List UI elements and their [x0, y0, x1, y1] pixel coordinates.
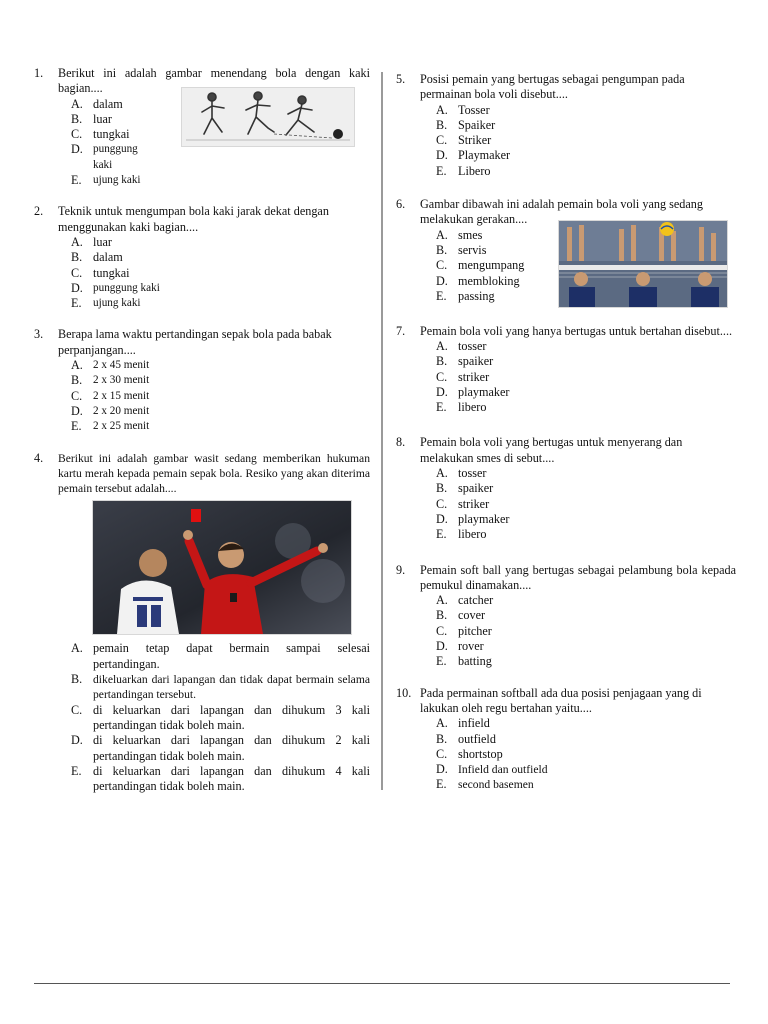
- option-list: [71, 641, 370, 794]
- question-text: Pada permainan softball ada dua posisi penjagaan yang di lakukan oleh regu bertahan yaitu....: [420, 685, 702, 715]
- question-5: [396, 72, 736, 179]
- option-b[interactable]: B. spaiker: [436, 481, 494, 496]
- option-a[interactable]: A. tosser: [436, 466, 487, 481]
- question-number: 8.: [396, 435, 406, 450]
- question-number: 3.: [34, 327, 44, 342]
- question-text: Gambar dibawah ini adalah pemain bola voli yang sedang melakukan gerakan....: [420, 197, 703, 227]
- right-column: [396, 72, 736, 809]
- footer-rule: [34, 983, 730, 984]
- question-text: Berapa lama waktu pertandingan sepak bola pada babak perpanjangan....: [58, 327, 332, 357]
- referee-red-card-photo: [92, 500, 352, 635]
- option-a[interactable]: A. catcher: [436, 593, 494, 608]
- option-c[interactable]: C. di keluarkan dari lapangan dan dihukum 3 kali pertandingan tidak boleh main.: [71, 702, 370, 732]
- option-d[interactable]: D. playmaker: [436, 384, 510, 399]
- question-number: 10.: [396, 685, 412, 700]
- option-list: [71, 358, 370, 434]
- option-e[interactable]: E. ujung kaki: [71, 173, 141, 188]
- option-e[interactable]: E. batting: [436, 654, 492, 669]
- left-column: [34, 66, 370, 810]
- option-b[interactable]: B. servis: [436, 242, 487, 257]
- question-1: [34, 66, 370, 188]
- option-b[interactable]: B. Spaiker: [436, 117, 496, 132]
- question-number: 1.: [34, 66, 44, 80]
- question-9: [396, 563, 736, 670]
- question-number: 2.: [34, 204, 44, 219]
- option-b[interactable]: B. dikeluarkan dari lapangan dan tidak dapat bermain selama pertandingan tersebut.: [71, 672, 370, 702]
- volleyball-block-photo: [558, 220, 728, 308]
- option-list: [436, 228, 532, 304]
- option-e[interactable]: E. ujung kaki: [71, 296, 141, 311]
- option-e[interactable]: E. libero: [436, 400, 487, 415]
- option-e[interactable]: E. 2 x 25 menit: [71, 419, 150, 434]
- question-8: [396, 435, 736, 542]
- option-c[interactable]: C. tungkai: [71, 265, 130, 280]
- question-text: Pemain bola voli yang hanya bertugas untuk bertahan disebut....: [420, 323, 733, 338]
- option-list: [436, 716, 736, 792]
- option-d[interactable]: D. punggung kaki: [71, 142, 138, 171]
- option-list: [436, 593, 736, 669]
- option-b[interactable]: B. 2 x 30 menit: [71, 373, 150, 388]
- option-b[interactable]: B. cover: [436, 608, 486, 623]
- option-a[interactable]: A. Tosser: [436, 102, 490, 117]
- option-list: [436, 339, 736, 415]
- question-10: [396, 686, 736, 793]
- option-c[interactable]: C. mengumpang: [436, 258, 525, 273]
- question-number: 9.: [396, 562, 406, 577]
- option-c[interactable]: C. tungkai: [71, 127, 130, 142]
- option-a[interactable]: A. tosser: [436, 338, 487, 353]
- question-text: Pemain soft ball yang bertugas sebagai pelambung bola kepada pemukul dinamakan....: [420, 562, 736, 592]
- option-e[interactable]: E. di keluarkan dari lapangan dan dihukum 4 kali pertandingan tidak boleh main.: [71, 763, 370, 794]
- option-d[interactable]: D. 2 x 20 menit: [71, 403, 150, 418]
- question-7: [396, 324, 736, 416]
- question-text: Berikut ini adalah gambar wasit sedang memberikan hukuman kartu merah kepada pemain sepak bola. Resiko yang akan diterima pemain tersebut adalah....: [58, 451, 370, 496]
- option-d[interactable]: D. playmaker: [436, 511, 510, 526]
- question-text: Berikut ini adalah gambar menendang bola dengan kaki bagian....: [58, 66, 370, 96]
- option-b[interactable]: B. outfield: [436, 731, 496, 746]
- option-list: [436, 103, 736, 179]
- option-d[interactable]: D. di keluarkan dari lapangan dan dihukum 2 kali pertandingan tidak boleh main.: [71, 733, 370, 763]
- option-a[interactable]: A. smes: [436, 227, 483, 242]
- option-b[interactable]: B. dalam: [71, 250, 123, 265]
- option-a[interactable]: A. luar: [71, 234, 112, 249]
- option-list: [71, 97, 159, 189]
- option-d[interactable]: D. rover: [436, 639, 484, 654]
- option-c[interactable]: C. pitcher: [436, 623, 492, 638]
- option-e[interactable]: E. passing: [436, 288, 495, 303]
- option-a[interactable]: A. infield: [436, 716, 490, 731]
- option-a[interactable]: A. dalam: [71, 96, 123, 111]
- question-2: [34, 204, 370, 311]
- option-d[interactable]: D. punggung kaki: [71, 280, 160, 295]
- option-c[interactable]: C. Striker: [436, 133, 492, 148]
- kicking-sequence-illustration: [181, 87, 355, 147]
- option-e[interactable]: E. libero: [436, 527, 487, 542]
- question-6: [396, 197, 736, 308]
- option-e[interactable]: E. Libero: [436, 163, 491, 178]
- option-c[interactable]: C. 2 x 15 menit: [71, 388, 150, 403]
- option-d[interactable]: D. Playmaker: [436, 148, 511, 163]
- option-c[interactable]: C. striker: [436, 496, 490, 511]
- option-list: [71, 235, 370, 311]
- option-c[interactable]: C. striker: [436, 369, 490, 384]
- option-list: [436, 466, 736, 542]
- option-c[interactable]: C. shortstop: [436, 746, 503, 761]
- question-4: [34, 451, 370, 795]
- option-b[interactable]: B. luar: [71, 111, 112, 126]
- question-number: 7.: [396, 323, 406, 338]
- option-b[interactable]: B. spaiker: [436, 354, 494, 369]
- option-a[interactable]: A. 2 x 45 menit: [71, 358, 150, 373]
- question-number: 5.: [396, 72, 406, 86]
- question-text: Posisi pemain yang bertugas sebagai pengumpan pada permainan bola voli disebut....: [420, 72, 685, 102]
- option-d[interactable]: D. membloking: [436, 273, 520, 288]
- question-text: Pemain bola voli yang bertugas untuk menyerang dan melakukan smes di sebut....: [420, 435, 683, 465]
- question-6-body: [396, 228, 736, 308]
- question-1-body: [34, 97, 370, 189]
- column-divider: [381, 72, 383, 790]
- question-number: 4.: [34, 450, 44, 465]
- question-text: Teknik untuk mengumpan bola kaki jarak dekat dengan menggunakan kaki bagian....: [58, 204, 329, 234]
- option-d[interactable]: D. Infield dan outfield: [436, 762, 548, 777]
- question-3: [34, 327, 370, 434]
- option-a[interactable]: A. pemain tetap dapat bermain sampai selesai pertandingan.: [71, 641, 370, 671]
- question-number: 6.: [396, 197, 406, 212]
- option-e[interactable]: E. second basemen: [436, 777, 534, 792]
